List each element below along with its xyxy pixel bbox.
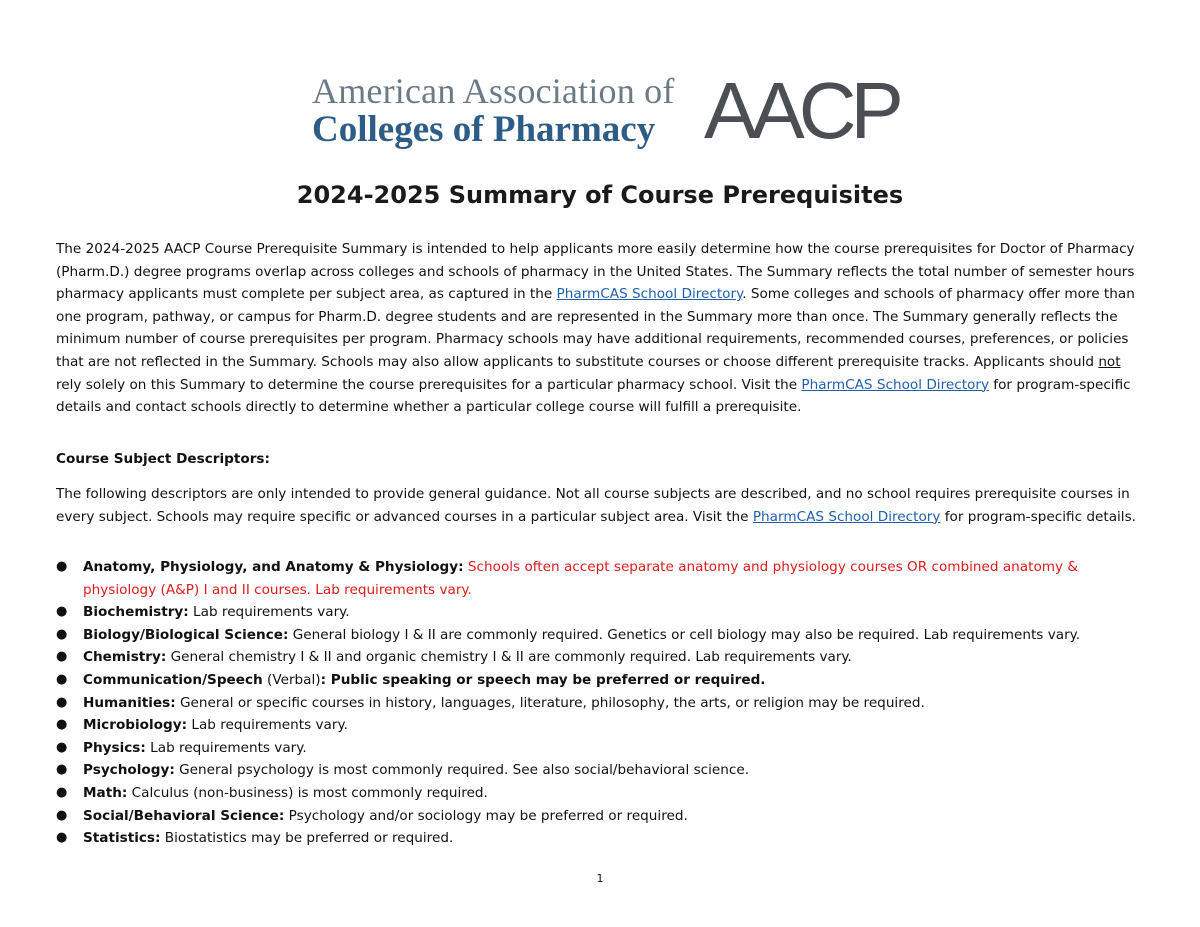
list-item: ● Psychology: General psychology is most commonly required. See also social/behavioral science.	[56, 759, 1146, 782]
bullet-icon: ●	[56, 671, 68, 687]
list-item: ● Humanities: General or specific courses in history, languages, literature, philosophy, the arts, or religion may be required.	[56, 692, 1146, 715]
bullet-icon: ●	[56, 604, 68, 620]
list-item: ● Microbiology: Lab requirements vary.	[56, 714, 1146, 737]
descriptors-note-text-1: The following descriptors are only intended to provide general guidance. Not all course subjects are described, and no school requires prerequisite courses in every subject. Schools may require specific or advanced courses in a particular subject area. Visit the	[56, 486, 1130, 525]
bullet-icon: ●	[56, 626, 68, 642]
descriptors-note-text-2: for program-specific details.	[940, 508, 1136, 525]
bullet-icon: ●	[56, 807, 68, 823]
page-title: 2024-2025 Summary of Course Prerequisites	[296, 181, 904, 209]
intro-text-4: for program-specific details and contact schools directly to determine whether a particular college course will fulfill a prerequisite.	[56, 376, 1131, 416]
pharmcas-directory-link-1[interactable]: PharmCAS School Directory	[556, 286, 743, 303]
list-item: ● Chemistry: General chemistry I & II and organic chemistry I & II are commonly required. Lab requirements vary.	[56, 646, 1146, 669]
bullet-icon: ●	[56, 559, 68, 574]
list-item: ● Math: Calculus (non-business) is most commonly required.	[56, 782, 1146, 805]
logo-line-2: Colleges of Pharmacy	[312, 109, 656, 150]
list-item: ● Biochemistry: Lab requirements vary.	[56, 601, 1146, 624]
descriptor-list	[56, 556, 1146, 850]
list-item: ● Social/Behavioral Science: Psychology and/or sociology may be preferred or required.	[56, 805, 1146, 828]
list-item: ● Statistics: Biostatistics may be preferred or required.	[56, 827, 1146, 850]
intro-text-1: The 2024-2025 AACP Course Prerequisite Summary is intended to help applicants more easily determine how the course prerequisites for Doctor of Pharmacy (Pharm.D.) degree programs overlap across colleges and schools of pharmacy in the United States. The Summary reflects the total number of semester hours pharmacy applicants must complete per subject area, as captured in the	[56, 241, 1135, 303]
pharmcas-directory-link-3[interactable]: PharmCAS School Directory	[752, 508, 941, 525]
logo-line-1: American Association of	[312, 71, 675, 111]
descriptors-note	[56, 483, 1146, 528]
intro-emphasis: not	[1098, 353, 1121, 370]
list-item: ● Physics: Lab requirements vary.	[56, 737, 1146, 760]
bullet-icon: ●	[56, 830, 68, 846]
list-item: ● Anatomy, Physiology, and Anatomy & Physiology: Schools often accept separate anatomy and physiology courses OR combined anatomy & physiology (A&P) I and II courses. Lab requirements vary.	[56, 556, 1146, 601]
monogram-text: AACP	[704, 66, 898, 152]
intro-paragraph	[56, 238, 1146, 419]
aacp-logo	[310, 66, 900, 152]
bullet-icon: ●	[56, 739, 68, 755]
intro-text-3: rely solely on this Summary to determine the course prerequisites for a particular pharmacy school. Visit the	[56, 376, 802, 393]
descriptors-heading: Course Subject Descriptors:	[56, 451, 270, 467]
intro-text-2: . Some colleges and schools of pharmacy offer more than one program, pathway, or campus for Pharm.D. degree students and are represented in the Summary more than once. The Summary generally reflects the minimum number of course prerequisites per program. Pharmacy schools may have additional requirements, recommended courses, preferences, or policies that are not reflected in the Summary. Schools may also allow applicants to substitute courses or choose different prerequisite tracks. Applicants should	[56, 286, 1135, 370]
list-item: ● Communication/Speech (Verbal): Public speaking or speech may be preferred or required.	[56, 669, 1146, 692]
pharmcas-directory-link-2[interactable]: PharmCAS School Directory	[801, 376, 989, 393]
bullet-icon: ●	[56, 649, 68, 665]
aacp-monogram	[702, 66, 900, 152]
bullet-icon: ●	[56, 784, 68, 800]
bullet-icon: ●	[56, 717, 68, 733]
bullet-icon: ●	[56, 762, 68, 778]
bullet-icon: ●	[56, 694, 68, 710]
page-number: 1	[596, 872, 604, 885]
list-item: ● Biology/Biological Science: General biology I & II are commonly required. Genetics or cell biology may also be required. Lab requirements vary.	[56, 624, 1146, 647]
